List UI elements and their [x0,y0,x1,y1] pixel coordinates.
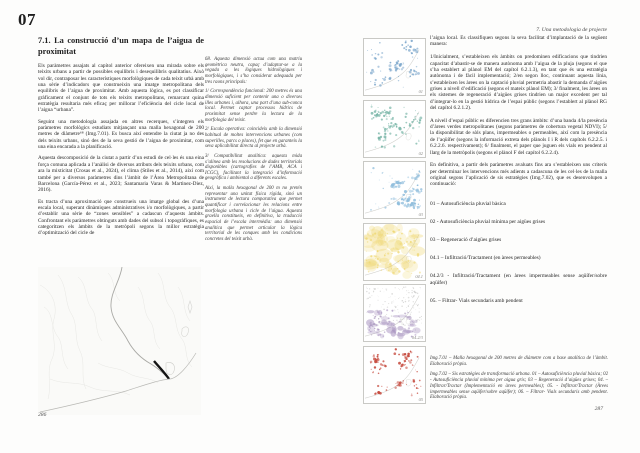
map-thumbnail-graphic [364,101,425,157]
figure-number-label: 03 [418,212,423,217]
chapter-number: 07 [18,10,36,29]
strategy-list [430,201,607,305]
body-paragraph: Es tracta d’una aproximació que construeix una imatge global des d’una escala local, superant dinàmiques administratives i/o morfològiques, a partir d’establir una sèrie de “zones sensibles” a cadascun d’aquests àmbits. Confrontant els paràmetres obtinguts amb dades del subsol i topogràfiques, es categoritzen els àmbits de la metròpoli segons la millor estratègia d’optimització del cicle de [38,198,204,237]
body-paragraph: Seguint una metodologia assajada en altres recerques, s’integren els paràmetres morfològics estudiats mitjançant una malla hexagonal de 200 metres de diàmetre⁶⁸ (Img.7.01). Es busca així entendre la ciutat ja no des dels teixits urbans, sinó des de la seva gestió de l’aigua de proximitat, com una eina encarada a la planificació. [38,118,204,151]
body-paragraph: Aquesta descomposició de la ciutat a partir d’un estudi de cel·les és una eina força comuna aplicada a l’anàlisi de diversos atributs dels teixits urbans, com ara la mixticitat (Crosas et al., 2024), el clima (Stiles et al., 2014), així com també per a diversos paràmetres dins l’àmbit de l’Àrea Metropolitana de Barcelona (García-Pérez et al., 2023; Santamaria Varas & Martinez-Diez, 2016). [38,155,204,194]
page-number-right: 287 [594,406,603,412]
margin-note-column [205,57,302,247]
body-paragraph: En definitiva, a partir dels paràmetres avaluats fins ara s’estableixen uns criteris per determinar les intervencions més adients a cadascuna de les cel·les de la malla original segons l’aplicació de sis estratègies (Img.7.02), que es desenvolupen a continuació: [430,162,607,188]
footnote: 68. Aquesta dimensió actua com una matriu geomètrica neutra, capaç d’adaptar-se a la vegada a les lògiques hidrològiques i morfològiques, i s’ha considerat adequada per tres raons principals: [205,57,302,85]
proximity-base-map-figure [38,267,201,415]
strategy-map-04-1 [363,223,426,281]
body-paragraph: l’aigua local. Es classifiquen segons la seva facilitat d’implantació de la següent manera: [430,35,607,48]
strategy-list-item: 03 – Regeneració d’aigües grises [430,236,502,243]
map-thumbnail-graphic [364,162,425,218]
strategy-map-02 [363,100,426,158]
right-text-column [430,35,607,305]
figure-number-label: 01 [418,89,423,94]
strategy-map-05 [363,346,426,404]
left-text-column [38,36,204,242]
body-paragraph: A nivell d’espai públic es diferencien tres grans àmbits: d’una banda 4/la presència d’àrees verdes metropolitanes (segons paràmetres de cobertura vegetal NDVI); 5/ la disponibilitat de sòls plans, impermeables o permeables, així com la presència de l’aqüífer (segons la informació extreta dels plànols I i R dels capítols 6.2.2.5. i 6.2.2.6. respectivament); 6/ finalment, el paper que juguen els vials en pendent al llarg de la metròpolis (segons el plànol F del capítol 6.2.2.4). [430,117,607,156]
figure-captions [430,356,608,406]
page-number-left: 286 [38,412,47,418]
map-thumbnail-graphic [364,285,425,341]
footnote: 1/ Correspondència funcional: 200 metres és una dimensió suficient per contenir una o diverses illes urbanes i, alhora, una part d’una sub-conca local. Permet captar processos hídrics de proximitat sense perdre la lectura de la morfologia del teixit. [205,89,302,123]
strategy-list-item: 04.2/3 - Infiltració/Tractament (en àrees impermeables sense aqüífer/sobre aqüífer) [430,272,607,286]
running-header: 7. Una metodologia de projecte [536,27,607,33]
figure-number-label: 05 [418,397,423,402]
strategy-list-item: 05. – Filtrar- Vials secundaris amb pendent [430,297,523,304]
strategy-map-04-2-3 [363,284,426,342]
map-thumbnail-graphic [364,224,425,280]
strategy-list-item: 02 - Autosuficiència pluvial mínima per aigües grises [430,218,546,225]
figure-number-label: 04.1 [415,274,423,279]
body-paragraph: 1/Inicialment, s’estableixen els àmbits on predominen edificacions que tindrien capacitat d’abastir-se de manera autònoma amb l’aigua de la pluja (segons el que s’ha establert al plànol EM del capítol 6.2.1.3), en tant que és una estratègia autònoma i de fàcil implementació; 2/en segon lloc, continuant aquesta línia, s’estableixen les àrees on la captació pluvial permetria abastir la demanda d’aigües grises a nivell d’edificació (segons el mateix plànol EM); 3/ finalment, les àrees on els sistemes de regeneració d’aigües grises tindrien un major excedent per tal d’integrar-lo en la gestió hídrica de l’espai públic (segons l’establert al plànol RG del capítol 6.2.1.2). [430,54,607,111]
footnote: 3/ Compatibilitat analítica: aquesta mida s’alinea amb les resolucions de dades territorials disponibles (cartografies de l’AMB, ACA i ICGC), facilitant la integració d’informació geogràfica i ambiental a diferents escales. [205,153,302,182]
map-thumbnail-graphic [364,39,425,95]
strategy-map-03 [363,161,426,219]
strategy-list-item: 04.1 – Infiltració/Tractament (en àrees permeables) [430,254,541,261]
figure-number-label: 04.2/3 [411,335,423,340]
body-paragraph: Els paràmetres assajats al capítol anterior ofereixen una mirada sobre els teixits urbans a partir de possibles equilibris i desequilibris qualitatius. Això vol dir, contraposar les característiques morfològiques de cada teixit urbà amb una sèrie d’indicadors que construeixin una imatge metropolitana dels equilibris de l’aigua de proximitat. Amb aquesta lògica, es pot classificar gràficament el conjunt de tots els teixits metropolitans, remarcant quina estratègia resultaria més eficaç per millorar l’eficiència del cicle local de l’aigua “urbana”. [38,63,204,114]
figure-caption-img702: Img.7.02 – Sis estratègies de transformació urbana. 01 – Autosuficiència pluvial bàsica; 02 - Autosuficiència pluvial mínima per aigua gris; 03 – Regeneració d’aigües grises; 04. – Infiltrar/Tractar (Implementació en àrees permeables); 05. - Infiltrar/Tractar (Àrees impermeables sense aqüífer/sobre aqüífer); 06. – Filtrar- Vials secundaris amb pendent. Elaboració pròpia. [430,372,608,401]
footnote: 2/ Escala operativa: coincideix amb la dimensió habitual de moltes intervencions urbanes (com superilles, parcs o places), fet que en garanteix la seva aplicabilitat directa al projecte urbà. [205,127,302,150]
figure-number-label: 02 [418,151,423,156]
strategy-map-01 [363,38,426,96]
section-heading: 7.1. La construcció d’un mapa de l’aigua de proximitat [38,36,204,56]
figure-caption-img701: Img.7.01 – Malla hexagonal de 200 metres de diàmetre com a base analítica de l’àmbit. Elaboració pròpia. [430,356,608,367]
strategy-list-item: 01 – Autosuficiència pluvial bàsica [430,200,506,207]
footnote: Així, la malla hexagonal de 200 m no pretén representar una unitat física rígida, sinó un instrument de lectura comparativa que permet quantificar i correlacionar les relacions entre morfologia urbana i cicle de l’aigua. Aquesta graella constitueix, en definitiva, la traducció espacial de l’escala intermèdia: una dimensió analítica que permet articular la lògica territorial de les conques amb les condicions concretes del teixit urbà. [205,186,302,243]
map-thumbnail-graphic [364,347,425,403]
